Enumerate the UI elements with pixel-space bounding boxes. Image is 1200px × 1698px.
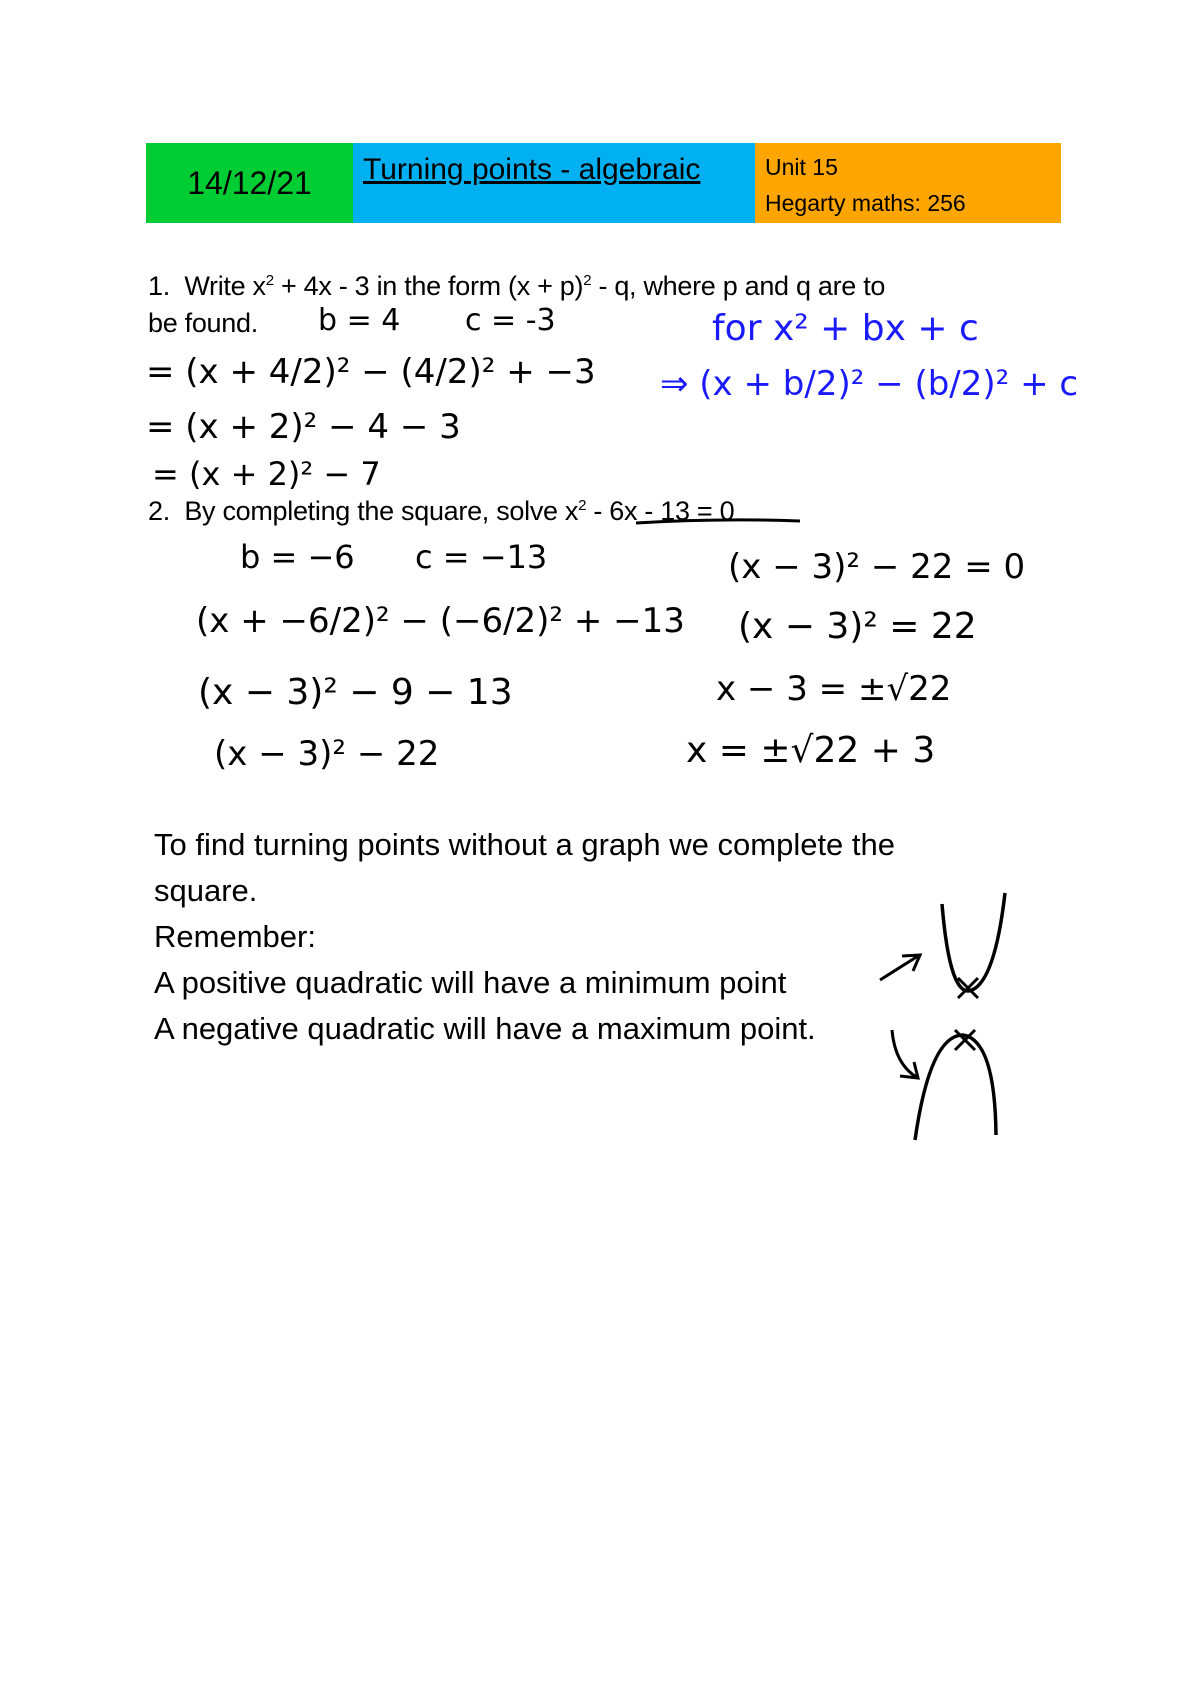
hw-rule-line2: ⇒ (x + b/2)² − (b/2)² + c [660, 364, 1079, 404]
hw-q1-line3: = (x + 2)² − 7 [152, 455, 381, 493]
hw-q2-right2: (x − 3)² = 22 [738, 606, 977, 647]
hw-q2-right4: x = ±√22 + 3 [686, 730, 936, 771]
notes-line-3: Remember: [154, 919, 316, 954]
hw-rule-line1: for x² + bx + c [712, 308, 979, 349]
notes-line-5: A negative quadratic will have a maximum point. [154, 1011, 816, 1046]
date-cell: 14/12/21 [146, 143, 353, 223]
hw-q2-c: c = −13 [415, 538, 548, 576]
hegarty-label: Hegarty maths: 256 [765, 190, 966, 216]
superscript: 2 [578, 497, 587, 514]
question-1-number: 1. [148, 271, 170, 301]
hw-q1-line1: = (x + 4/2)² − (4/2)² + −3 [146, 352, 596, 392]
question-1-text-b: + 4x - 3 in the form (x + p) [273, 271, 584, 301]
hw-q2-left2: (x − 3)² − 9 − 13 [198, 672, 513, 713]
min-parabola-sketch [942, 893, 1005, 991]
notes-line-2: square. [154, 873, 258, 908]
question-2-text-b: - 6x - 13 = 0 [586, 496, 735, 526]
question-2-text-a: By completing the square, solve x [184, 496, 579, 526]
lesson-title: Turning points - algebraic [353, 143, 755, 223]
arrow-to-max [892, 1030, 918, 1078]
notes-line-4: A positive quadratic will have a minimum point [154, 965, 787, 1000]
hw-q2-left3: (x − 3)² − 22 [214, 734, 440, 774]
hw-q1-c: c = -3 [465, 303, 556, 338]
question-1-text-c: - q, where p and q are to [591, 271, 886, 301]
superscript: 2 [265, 272, 274, 289]
hw-q1-line2: = (x + 2)² − 4 − 3 [146, 407, 461, 447]
superscript: 2 [583, 272, 592, 289]
hw-q2-left1: (x + −6/2)² − (−6/2)² + −13 [196, 601, 685, 641]
underline-stroke [636, 520, 800, 523]
notes-block [154, 822, 895, 1052]
hw-q2-right1: (x − 3)² − 22 = 0 [728, 547, 1026, 587]
unit-label: Unit 15 [765, 154, 838, 180]
notes-line-1: To find turning points without a graph we complete the [154, 827, 896, 862]
hw-q1-b: b = 4 [318, 303, 401, 338]
hw-q2-right3: x − 3 = ±√22 [716, 669, 952, 709]
max-parabola-sketch [915, 1035, 996, 1140]
hw-q2-b: b = −6 [240, 538, 355, 576]
question-1-text-a: Write x [184, 271, 266, 301]
question-1-line-2: be found. [148, 308, 258, 338]
question-2-number: 2. [148, 496, 170, 526]
